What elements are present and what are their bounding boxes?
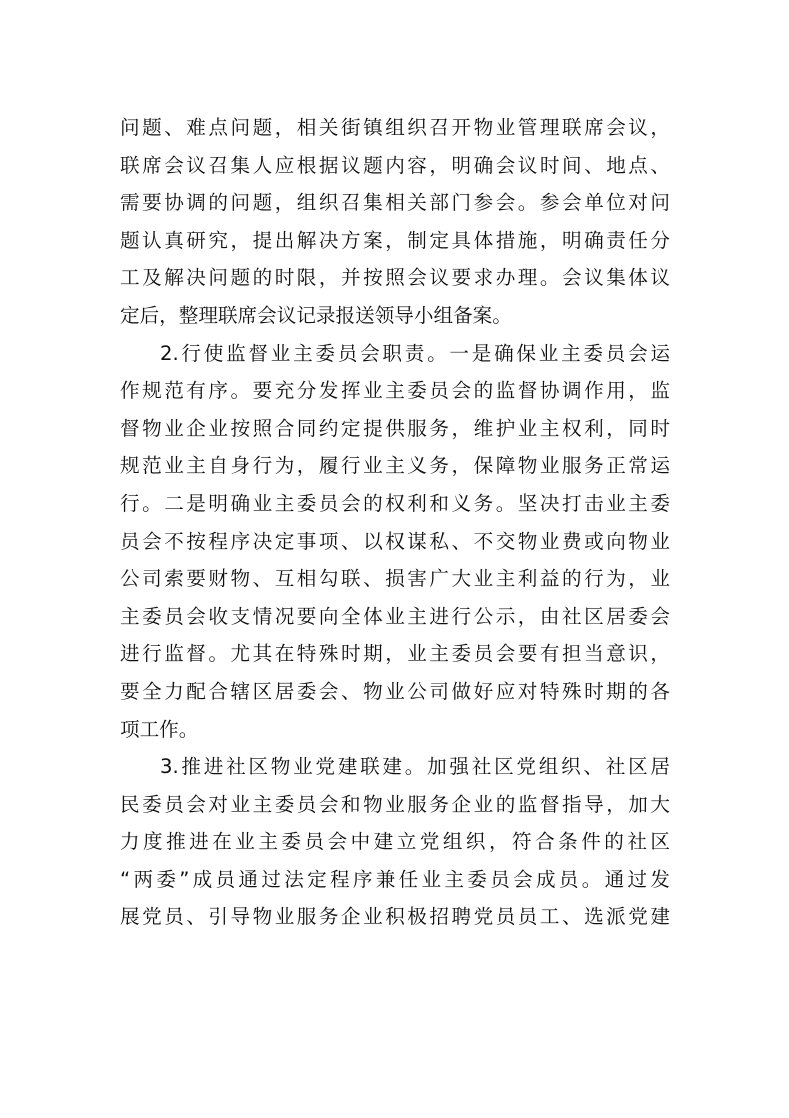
text-line: 定后，整理联席会议记录报送领导小组备案。	[120, 303, 512, 327]
text-line: 员会不按程序决定事项、以权谋私、不交物业费或向物业	[120, 529, 670, 553]
text-line: 问题、难点问题，相关街镇组织召开物业管理联席会议，	[120, 116, 670, 139]
text-line: 规范业主自身行为，履行业主义务，保障物业服务正常运	[120, 454, 670, 478]
paragraph-2-first-line: 2.行使监督业主委员会职责。一是确保业主委员会运	[160, 341, 670, 365]
text-line: 进行监督。尤其在特殊时期，业主委员会要有担当意识，	[120, 642, 670, 666]
text-line: 公司索要财物、互相勾联、损害广大业主利益的行为，业	[120, 567, 670, 591]
text-line: 主委员会收支情况要向全体业主进行公示，由社区居委会	[120, 604, 670, 628]
text-line: 行。二是明确业主委员会的权利和义务。坚决打击业主委	[120, 491, 670, 515]
text-line: 民委员会对业主委员会和物业服务企业的监督指导，加大	[120, 792, 670, 816]
text-line: 联席会议召集人应根据议题内容，明确会议时间、地点、	[120, 153, 670, 177]
text-line: 工及解决问题的时限，并按照会议要求办理。会议集体议	[120, 266, 670, 290]
paragraph-3-first-line: 3.推进社区物业党建联建。加强社区党组织、社区居	[160, 755, 670, 779]
text-line: 需要协调的问题，组织召集相关部门参会。参会单位对问	[120, 191, 670, 215]
text-line: 力度推进在业主委员会中建立党组织，符合条件的社区	[120, 830, 670, 854]
text-line: 督物业企业按照合同约定提供服务，维护业主权利，同时	[120, 416, 670, 440]
text-line: “两委”成员通过法定程序兼任业主委员会成员。通过发	[120, 867, 670, 891]
body-text	[120, 109, 670, 936]
text-line: 展党员、引导物业服务企业积极招聘党员员工、选派党建	[120, 905, 670, 929]
text-line: 项工作。	[120, 717, 199, 741]
text-line: 要全力配合辖区居委会、物业公司做好应对特殊时期的各	[120, 679, 670, 703]
text-line: 作规范有序。要充分发挥业主委员会的监督协调作用，监	[120, 379, 670, 403]
text-line: 题认真研究，提出解决方案，制定具体措施，明确责任分	[120, 228, 670, 252]
